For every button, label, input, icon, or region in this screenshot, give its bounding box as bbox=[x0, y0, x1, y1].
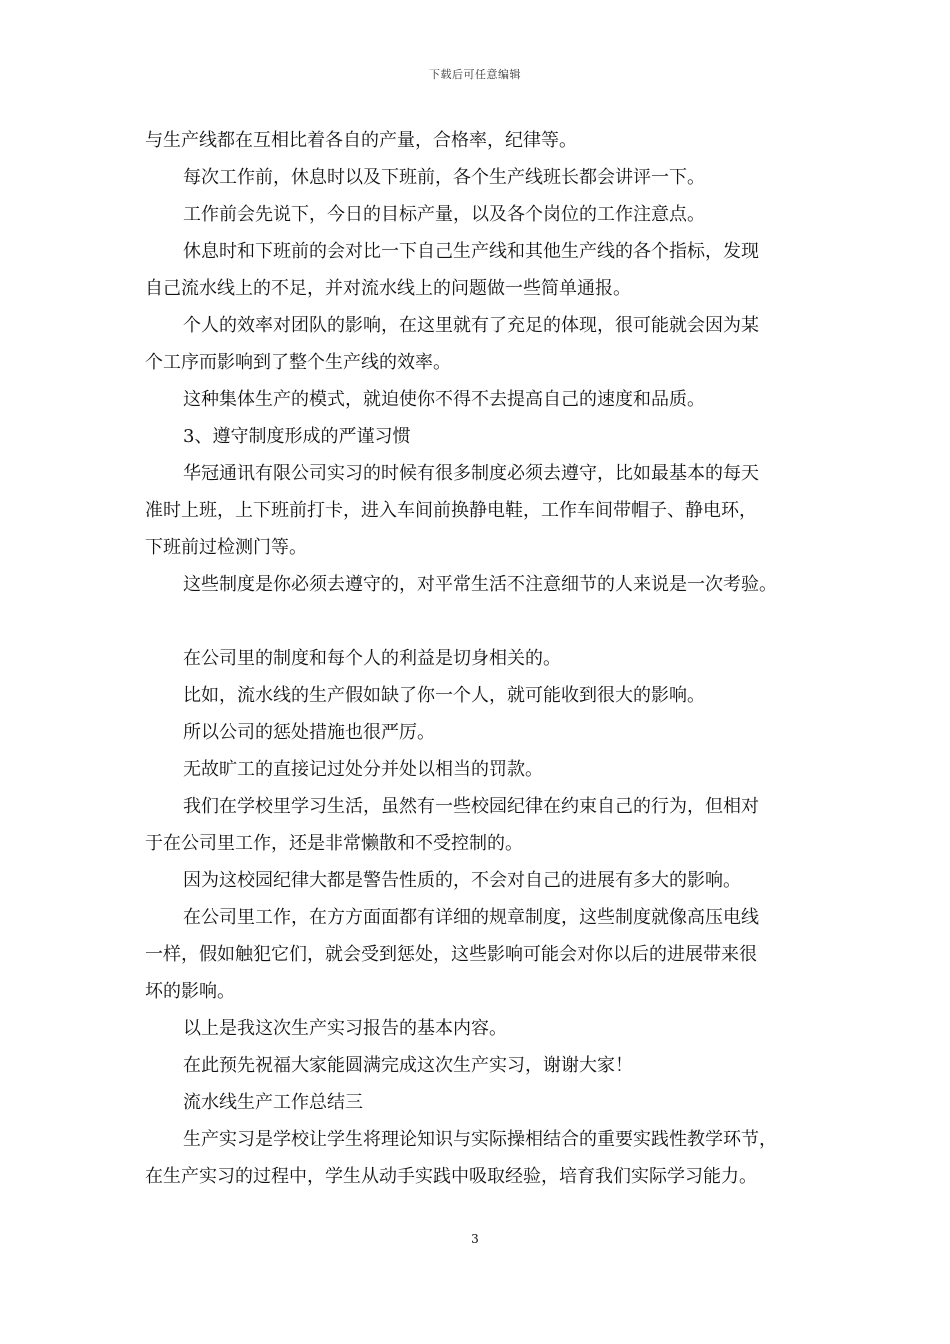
paragraph-line: 以上是我这次生产实习报告的基本内容。 bbox=[183, 1018, 507, 1039]
paragraph-line: 于在公司里工作，还是非常懒散和不受控制的。 bbox=[145, 833, 523, 854]
paragraph bbox=[145, 1010, 825, 1047]
paragraph-line: 工作前会先说下，今日的目标产量，以及各个岗位的工作注意点。 bbox=[183, 204, 705, 225]
paragraph bbox=[145, 418, 825, 455]
paragraph-line: 无故旷工的直接记过处分并处以相当的罚款。 bbox=[183, 759, 543, 780]
paragraph bbox=[145, 159, 825, 196]
paragraph bbox=[145, 455, 825, 566]
document-body bbox=[145, 122, 825, 1195]
paragraph-line: 在公司里工作，在方方面面都有详细的规章制度，这些制度就像高压电线 bbox=[183, 907, 759, 928]
paragraph-line: 比如，流水线的生产假如缺了你一个人，就可能收到很大的影响。 bbox=[183, 685, 705, 706]
paragraph-line: 这些制度是你必须去遵守的，对平常生活不注意细节的人来说是一次考验。 bbox=[183, 574, 777, 595]
paragraph-line: 在公司里的制度和每个人的利益是切身相关的。 bbox=[183, 648, 561, 669]
paragraph-line: 因为这校园纪律大都是警告性质的，不会对自己的进展有多大的影响。 bbox=[183, 870, 741, 891]
paragraph-line: 3、遵守制度形成的严谨习惯 bbox=[183, 426, 411, 447]
paragraph-line: 一样，假如触犯它们，就会受到惩处，这些影响可能会对你以后的进展带来很 bbox=[145, 944, 757, 965]
paragraph-line: 华冠通讯有限公司实习的时候有很多制度必须去遵守，比如最基本的每天 bbox=[183, 463, 759, 484]
paragraph-line: 自己流水线上的不足，并对流水线上的问题做一些简单通报。 bbox=[145, 278, 631, 299]
paragraph bbox=[145, 1121, 825, 1195]
paragraph bbox=[145, 122, 825, 159]
paragraph-line: 在生产实习的过程中，学生从动手实践中吸取经验，培育我们实际学习能力。 bbox=[145, 1166, 757, 1187]
paragraph-spacer bbox=[145, 603, 825, 640]
paragraph bbox=[145, 714, 825, 751]
paragraph bbox=[145, 1047, 825, 1084]
paragraph-line: 在此预先祝福大家能圆满完成这次生产实习，谢谢大家！ bbox=[183, 1055, 633, 1076]
page-number: 3 bbox=[471, 1232, 479, 1246]
paragraph-line: 与生产线都在互相比着各自的产量，合格率，纪律等。 bbox=[145, 130, 577, 151]
paragraph bbox=[145, 196, 825, 233]
paragraph bbox=[145, 899, 825, 1010]
paragraph bbox=[145, 862, 825, 899]
paragraph bbox=[145, 233, 825, 307]
paragraph-line: 个工序而影响到了整个生产线的效率。 bbox=[145, 352, 451, 373]
paragraph bbox=[145, 381, 825, 418]
page-header: 下载后可任意编辑 bbox=[429, 68, 521, 81]
paragraph-line: 个人的效率对团队的影响，在这里就有了充足的体现，很可能就会因为某 bbox=[183, 315, 759, 336]
paragraph-line: 休息时和下班前的会对比一下自己生产线和其他生产线的各个指标，发现 bbox=[183, 241, 759, 262]
paragraph-line: 坏的影响。 bbox=[145, 981, 235, 1002]
paragraph-line: 所以公司的惩处措施也很严厉。 bbox=[183, 722, 435, 743]
paragraph bbox=[145, 307, 825, 381]
paragraph bbox=[145, 1084, 825, 1121]
paragraph bbox=[145, 788, 825, 862]
paragraph bbox=[145, 640, 825, 677]
paragraph bbox=[145, 751, 825, 788]
paragraph-line: 我们在学校里学习生活，虽然有一些校园纪律在约束自己的行为，但相对 bbox=[183, 796, 759, 817]
paragraph-line: 流水线生产工作总结三 bbox=[183, 1092, 363, 1113]
paragraph-line: 生产实习是学校让学生将理论知识与实际操相结合的重要实践性教学环节， bbox=[183, 1129, 777, 1150]
paragraph bbox=[145, 566, 825, 603]
paragraph bbox=[145, 677, 825, 714]
paragraph-line: 每次工作前，休息时以及下班前，各个生产线班长都会讲评一下。 bbox=[183, 167, 705, 188]
paragraph-line: 准时上班，上下班前打卡，进入车间前换静电鞋，工作车间带帽子、静电环， bbox=[145, 500, 757, 521]
paragraph-line: 这种集体生产的模式，就迫使你不得不去提高自己的速度和品质。 bbox=[183, 389, 705, 410]
paragraph-line: 下班前过检测门等。 bbox=[145, 537, 307, 558]
